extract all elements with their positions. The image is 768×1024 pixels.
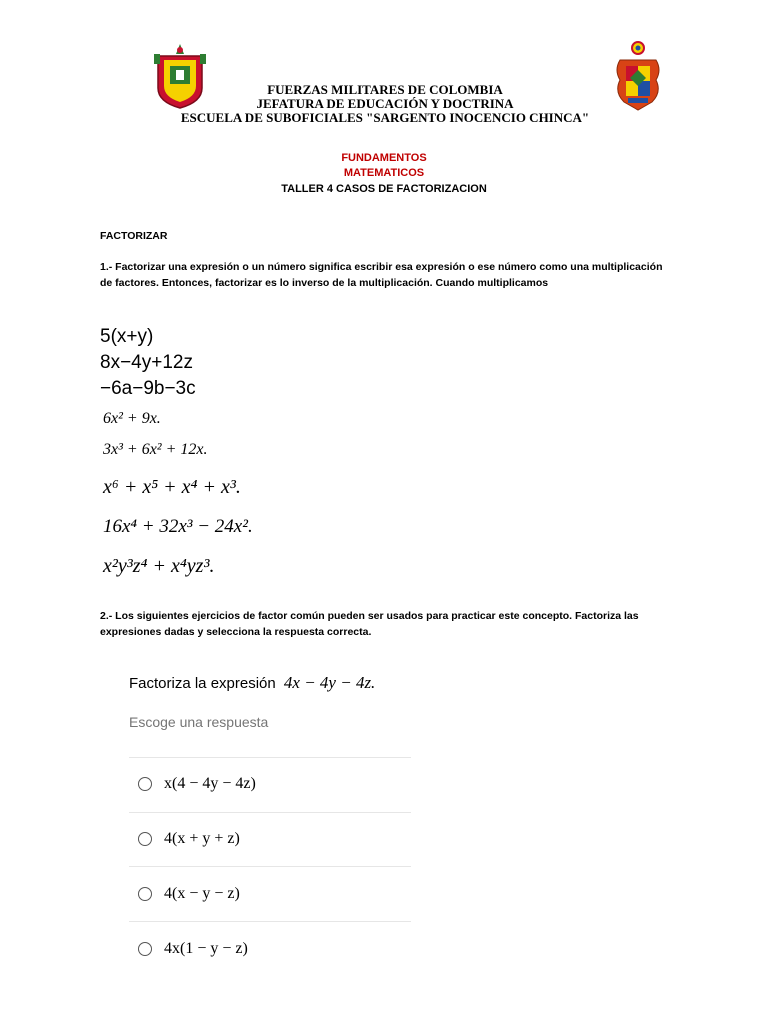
answer-option-1[interactable] bbox=[138, 773, 256, 795]
workshop-title: TALLER 4 CASOS DE FACTORIZACION bbox=[281, 183, 487, 195]
expression-4: 6x² + 9x. bbox=[103, 410, 161, 427]
institution-line-1: FUERZAS MILITARES DE COLOMBIA bbox=[267, 82, 503, 97]
radio-icon[interactable] bbox=[138, 777, 152, 791]
answer-option-label: 4x(1 − y − z) bbox=[164, 940, 248, 957]
quiz-prefix: Factoriza la expresión bbox=[129, 675, 276, 692]
divider bbox=[129, 866, 411, 867]
quiz-expression: 4x − 4y − 4z. bbox=[283, 673, 376, 692]
expression-2: 8x−4y+12z bbox=[100, 352, 193, 373]
section2-paragraph: 2.- Los siguientes ejercicios de factor común pueden ser usados para practicar este concepto. Factoriza las expresiones dadas y selecciona la respuesta correcta. bbox=[100, 610, 639, 638]
radio-icon[interactable] bbox=[138, 832, 152, 846]
answer-option-3[interactable] bbox=[138, 883, 240, 905]
quiz-question bbox=[129, 673, 375, 693]
divider bbox=[129, 921, 411, 922]
answer-option-2[interactable] bbox=[138, 828, 240, 850]
institution-line-3: ESCUELA DE SUBOFICIALES "SARGENTO INOCENCIO CHINCA" bbox=[180, 110, 590, 125]
answer-option-label: 4(x − y − z) bbox=[164, 885, 240, 902]
expression-8: x²y³z⁴ + x⁴yz³. bbox=[103, 555, 215, 577]
expression-7: 16x⁴ + 32x³ − 24x². bbox=[103, 516, 253, 537]
institution-line-2: JEFATURA DE EDUCACIÓN Y DOCTRINA bbox=[256, 96, 514, 111]
section1-paragraph: 1.- Factorizar una expresión o un número significa escribir esa expresión o ese número como una multiplicación de factores. Entonces, factorizar es lo inverso de la multiplicación. Cuando multiplicamos bbox=[100, 261, 663, 289]
answer-option-4[interactable] bbox=[138, 938, 248, 960]
radio-icon[interactable] bbox=[138, 942, 152, 956]
radio-icon[interactable] bbox=[138, 887, 152, 901]
expression-1: 5(x+y) bbox=[100, 326, 154, 347]
section-heading: FACTORIZAR bbox=[100, 230, 168, 242]
divider bbox=[129, 812, 411, 813]
divider bbox=[129, 757, 411, 758]
answer-option-label: 4(x + y + z) bbox=[164, 830, 240, 847]
expression-3: −6a−9b−3c bbox=[100, 378, 196, 399]
subject-title-1: FUNDAMENTOS bbox=[341, 152, 427, 164]
answer-option-label: x(4 − 4y − 4z) bbox=[164, 775, 256, 792]
expression-5: 3x³ + 6x² + 12x. bbox=[103, 441, 208, 458]
quiz-prompt: Escoge una respuesta bbox=[129, 714, 269, 730]
subject-title-2: MATEMATICOS bbox=[343, 167, 425, 179]
expression-6: x⁶ + x⁵ + x⁴ + x³. bbox=[103, 476, 241, 498]
